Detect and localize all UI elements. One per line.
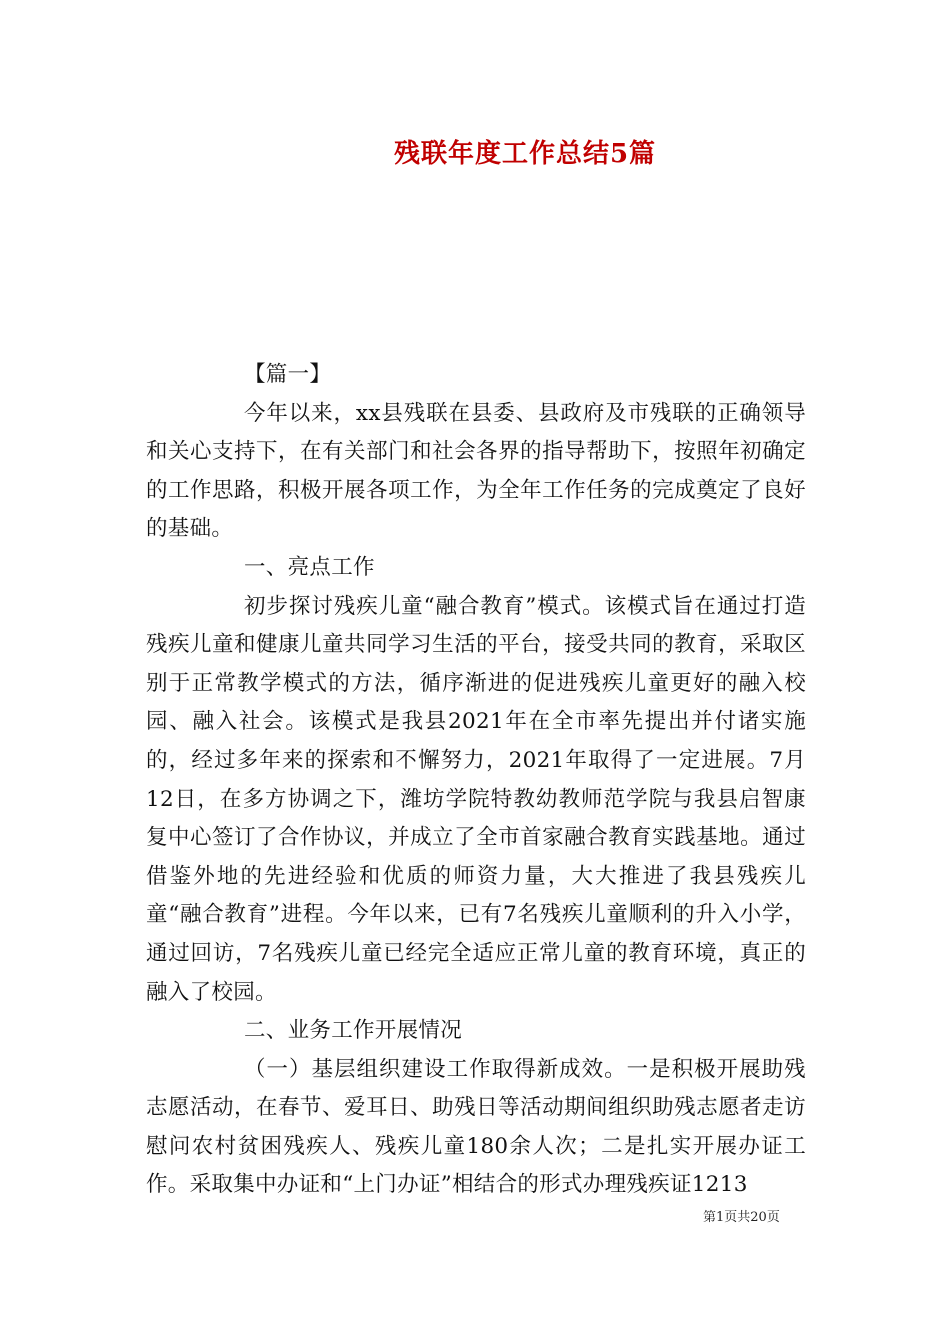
page-number-footer: 第1页共20页 (703, 1210, 780, 1225)
section-heading-business: 二、业务工作开展情况 (244, 1018, 463, 1044)
section-heading-highlights: 一、亮点工作 (244, 554, 375, 580)
highlights-paragraph: 初步探讨残疾儿童“融合教育”模式。该模式旨在通过打造残疾儿童和健康儿童共同学习生活的平台，接受共同的教育，采取区别于正常教学模式的方法，循序渐进的促进残疾儿童更好的融入校园、融入社会。该模式是我县2021年在全市率先提出并付诸实施的，经过多年来的探索和不懈努力，2021年取得了一定进展。7月12日，在多方协调之下，潍坊学院特教幼教师范学院与我县启智康复中心签订了合作协议，并成立了全市首家融合教育实践基地。通过借鉴外地的先进经验和优质的师资力量，大大推进了我县残疾儿童“融合教育”进程。今年以来，已有7名残疾儿童顺利的升入小学，通过回访，7名残疾儿童已经完全适应正常儿童的教育环境，真正的融入了校园。 (146, 593, 806, 1005)
document-title: 残联年度工作总结5篇 (393, 139, 657, 169)
business-paragraph: （一）基层组织建设工作取得新成效。一是积极开展助残志愿活动，在春节、爱耳日、助残日等活动期间组织助残志愿者走访慰问农村贫困残疾人、残疾儿童180余人次；二是扎实开展办证工作。采取集中办证和“上门办证”相结合的形式办理残疾证1213 (146, 1056, 806, 1198)
section-heading-part-one: 【篇一】 (244, 362, 332, 387)
document-body (146, 356, 806, 1205)
intro-paragraph: 今年以来，xx县残联在县委、县政府及市残联的正确领导和关心支持下，在有关部门和社会各界的指导帮助下，按照年初确定的工作思路，积极开展各项工作，为全年工作任务的完成奠定了良好的基础。 (146, 400, 806, 542)
